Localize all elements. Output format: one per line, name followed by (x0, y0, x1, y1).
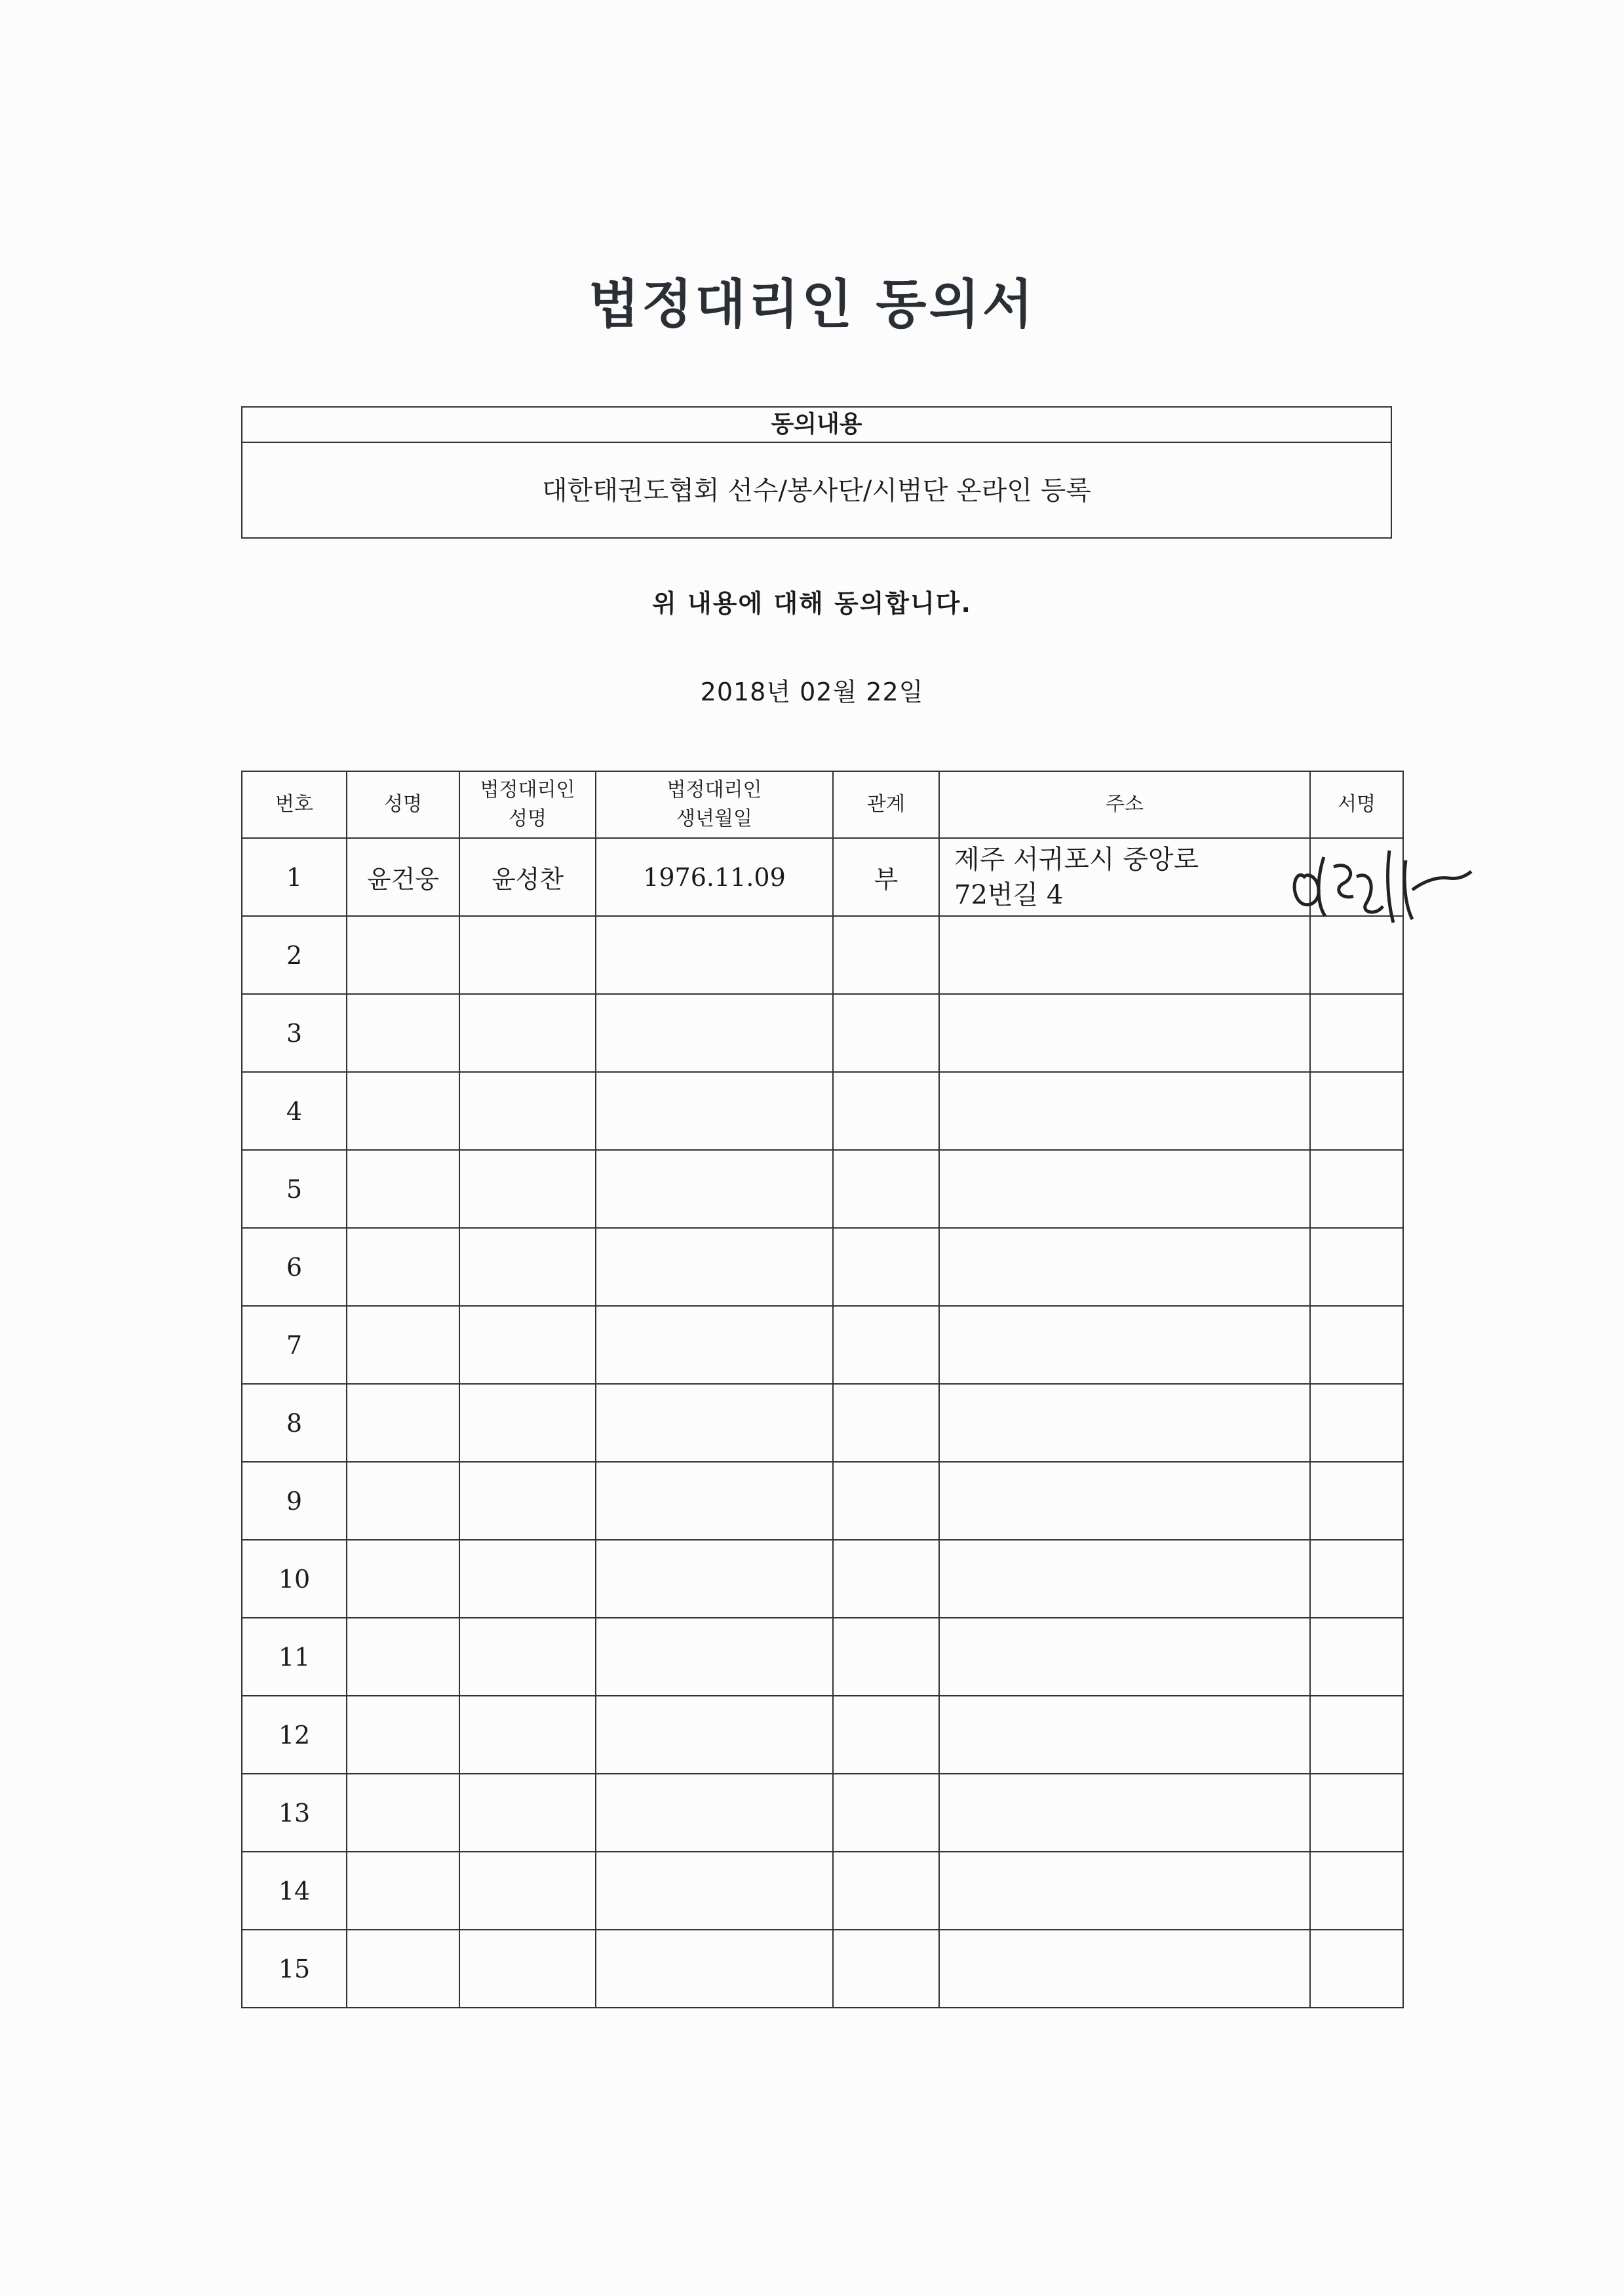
row-guardian-birth (596, 1384, 833, 1462)
row-address (939, 1072, 1310, 1150)
row-name (347, 1618, 459, 1696)
row-name (347, 1696, 459, 1774)
row-no: 15 (242, 1930, 347, 2008)
row-name (347, 1306, 459, 1384)
row-guardian-birth (596, 1228, 833, 1306)
row-address (939, 838, 1310, 916)
row-address-line1: 제주 서귀포시 중앙로 (954, 844, 1199, 875)
row-guardian-birth (596, 916, 833, 994)
row-no: 4 (242, 1072, 347, 1150)
row-name (347, 1540, 459, 1618)
row-guardian-birth (596, 1462, 833, 1540)
row-relation (833, 1384, 939, 1462)
row-name (347, 1462, 459, 1540)
row-address (939, 1852, 1310, 1930)
document-title: 법정대리인 동의서 (588, 274, 1036, 335)
row-signature (1310, 1228, 1403, 1306)
row-guardian-birth (596, 1774, 833, 1852)
table-row (242, 1540, 1403, 1618)
row-guardian-name (459, 1540, 596, 1618)
header-name: 성명 (347, 771, 459, 838)
row-name (347, 1072, 459, 1150)
row-address (939, 1150, 1310, 1228)
row-address (939, 1228, 1310, 1306)
row-guardian-name (459, 1228, 596, 1306)
table-row (242, 1618, 1403, 1696)
row-guardian-name (459, 1072, 596, 1150)
row-relation (833, 1462, 939, 1540)
row-guardian-name (459, 1384, 596, 1462)
row-no: 12 (242, 1696, 347, 1774)
row-relation: 부 (833, 838, 939, 916)
row-guardian-name (459, 994, 596, 1072)
row-guardian-name (459, 1696, 596, 1774)
row-name (347, 1150, 459, 1228)
table-row (242, 838, 1403, 916)
table-row (242, 1384, 1403, 1462)
row-relation (833, 1228, 939, 1306)
row-no: 11 (242, 1618, 347, 1696)
consent-header: 동의내용 (242, 408, 1391, 443)
row-signature (1310, 1696, 1403, 1774)
row-no: 1 (242, 838, 347, 916)
row-signature (1310, 1150, 1403, 1228)
row-guardian-name (459, 1930, 596, 2008)
row-guardian-name (459, 1462, 596, 1540)
row-guardian-name (459, 1852, 596, 1930)
row-no: 3 (242, 994, 347, 1072)
row-guardian-name (459, 1618, 596, 1696)
guardian-table (241, 771, 1404, 2008)
row-no: 13 (242, 1774, 347, 1852)
consent-box (241, 406, 1392, 539)
header-guardian-name-line2: 성명 (509, 807, 547, 830)
table-row (242, 1852, 1403, 1930)
row-relation (833, 1696, 939, 1774)
row-guardian-birth (596, 1696, 833, 1774)
header-no: 번호 (242, 771, 347, 838)
row-name (347, 1774, 459, 1852)
row-name (347, 1852, 459, 1930)
row-relation (833, 1540, 939, 1618)
handwritten-signature (1278, 831, 1475, 929)
row-address (939, 1306, 1310, 1384)
row-relation (833, 994, 939, 1072)
row-signature (1310, 1774, 1403, 1852)
row-guardian-birth (596, 1930, 833, 2008)
row-no: 14 (242, 1852, 347, 1930)
row-address (939, 1462, 1310, 1540)
table-row (242, 1774, 1403, 1852)
row-no: 7 (242, 1306, 347, 1384)
row-relation (833, 1618, 939, 1696)
row-no: 5 (242, 1150, 347, 1228)
row-relation (833, 1072, 939, 1150)
table-row (242, 1462, 1403, 1540)
row-relation (833, 1852, 939, 1930)
row-guardian-name (459, 1150, 596, 1228)
row-guardian-birth (596, 1540, 833, 1618)
header-guardian-name (459, 771, 596, 838)
row-guardian-name: 윤성찬 (459, 838, 596, 916)
row-name (347, 1384, 459, 1462)
row-no: 2 (242, 916, 347, 994)
table-row (242, 994, 1403, 1072)
table-header-row (242, 771, 1403, 838)
header-address: 주소 (939, 771, 1310, 838)
row-signature (1310, 1930, 1403, 2008)
row-address (939, 1384, 1310, 1462)
header-signature: 서명 (1310, 771, 1403, 838)
row-address (939, 1774, 1310, 1852)
agreement-statement: 위 내용에 대해 동의합니다. (652, 589, 972, 618)
row-address (939, 1540, 1310, 1618)
row-no: 9 (242, 1462, 347, 1540)
table-row (242, 1228, 1403, 1306)
row-relation (833, 1150, 939, 1228)
row-address (939, 1696, 1310, 1774)
header-guardian-birth-line2: 생년월일 (676, 807, 752, 830)
row-name (347, 1930, 459, 2008)
header-guardian-birth-line1: 법정대리인 (667, 778, 762, 801)
row-signature (1310, 1462, 1403, 1540)
row-guardian-name (459, 1774, 596, 1852)
row-signature (1310, 1072, 1403, 1150)
row-guardian-birth (596, 1852, 833, 1930)
row-guardian-name (459, 1306, 596, 1384)
row-name: 윤건웅 (347, 838, 459, 916)
row-signature (1310, 1306, 1403, 1384)
row-name (347, 1228, 459, 1306)
row-address-line2: 72번길 4 (954, 879, 1064, 910)
table-row (242, 1696, 1403, 1774)
row-address (939, 916, 1310, 994)
header-relation: 관계 (833, 771, 939, 838)
row-no: 6 (242, 1228, 347, 1306)
table-row (242, 1072, 1403, 1150)
header-guardian-name-line1: 법정대리인 (480, 778, 575, 801)
table-row (242, 1930, 1403, 2008)
row-signature (1310, 1852, 1403, 1930)
row-no: 10 (242, 1540, 347, 1618)
row-signature (1310, 1618, 1403, 1696)
row-guardian-birth: 1976.11.09 (596, 838, 833, 916)
consent-content: 대한태권도협회 선수/봉사단/시범단 온라인 등록 (542, 476, 1091, 506)
row-guardian-birth (596, 994, 833, 1072)
table-row (242, 1150, 1403, 1228)
row-guardian-birth (596, 1150, 833, 1228)
consent-date: 2018년 02월 22일 (700, 678, 924, 706)
row-guardian-birth (596, 1072, 833, 1150)
row-name (347, 916, 459, 994)
row-no: 8 (242, 1384, 347, 1462)
row-relation (833, 916, 939, 994)
row-address (939, 1930, 1310, 2008)
table-row (242, 916, 1403, 994)
row-signature (1310, 1384, 1403, 1462)
header-guardian-birth (596, 771, 833, 838)
row-address (939, 994, 1310, 1072)
row-name (347, 994, 459, 1072)
row-relation (833, 1774, 939, 1852)
row-signature (1310, 994, 1403, 1072)
row-guardian-birth (596, 1306, 833, 1384)
row-relation (833, 1306, 939, 1384)
row-relation (833, 1930, 939, 2008)
table-row (242, 1306, 1403, 1384)
row-address (939, 1618, 1310, 1696)
row-guardian-birth (596, 1618, 833, 1696)
row-guardian-name (459, 916, 596, 994)
row-signature (1310, 1540, 1403, 1618)
